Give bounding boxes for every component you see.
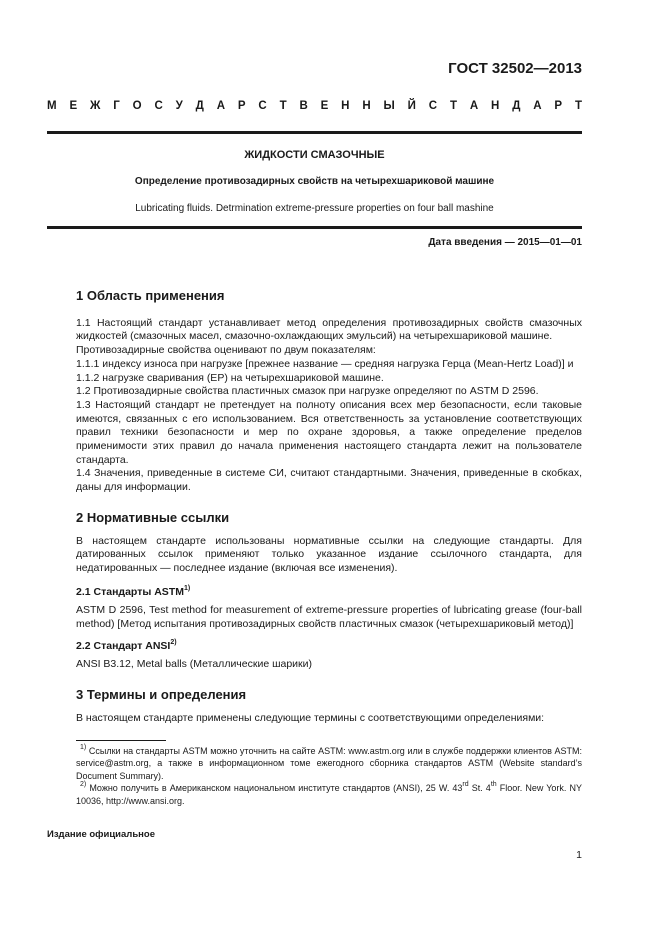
section-1-paragraph: 1.1.1 индексу износа при нагрузке [прежнее название — средняя нагрузка Герца (Mean-Hertz Load)] и — [76, 357, 574, 370]
subsection-2-1-text: ASTM D 2596, Test method for measurement of extreme-pressure properties of lubricating grease (four-ball method) [Метод испытания противозадирных свойств пластичных смазок (четырехшариковый метод)] — [76, 604, 582, 631]
section-1-paragraph: 1.3 Настоящий стандарт не претендует на полноту описания всех мер безопасности, если таковые имеются, связанных с его использованием. Вся ответственность за установление соответствующих правил техники безопасности и мер по охране здоровья, а также определение пределов применимости этих правил до начала применения настоящего стандарта лежит на пользователе стандарта. — [76, 398, 582, 466]
subsection-2-2-heading: 2.2 Стандарт ANSI$^{2)}$ — [76, 638, 177, 652]
document-subtitle-en: Lubricating fluids. Detrmination extreme-pressure properties on four ball mashine — [135, 203, 494, 214]
standard-code: ГОСТ 32502—2013 — [448, 60, 582, 77]
section-1-paragraph: 1.4 Значения, приведенные в системе СИ, считают стандартными. Значения, приведенные в скобках, даны для информации. — [76, 467, 582, 494]
section-3-paragraph: В настоящем стандарте применены следующие термины с соответствующими определениями: — [76, 711, 545, 724]
section-2-heading: 2 Нормативные ссылки — [76, 509, 230, 525]
footnote-1: $^{1)}$ Ссылки на стандарты ASTM можно уточнить на сайте ASTM: www.astm.org или в службе поддержки клиентов ASTM: service@astm.org, а также в информационном томе ежегодного сборника стандартов ASTM (Website standard’s Document Summary). — [76, 744, 582, 781]
header-rule — [47, 131, 582, 134]
interstate-standard-label: М Е Ж Г О С У Д А Р С Т В Е Н Н Ы Й С Т А Н Д А Р Т — [47, 100, 582, 112]
section-1-heading: 1 Область применения — [76, 288, 225, 303]
subsection-2-2-text: ANSI B3.12, Metal balls (Металлические шарики) — [76, 658, 313, 671]
section-1-paragraph: Противозадирные свойства оценивают по двум показателям: — [76, 344, 376, 357]
title-rule — [47, 226, 582, 229]
subsection-2-1-heading: 2.1 Стандарты ASTM$^{1)}$ — [76, 584, 191, 598]
section-3-heading: 3 Термины и определения — [76, 687, 247, 703]
section-2-paragraph: В настоящем стандарте использованы нормативные ссылки на следующие стандарты. Для датированных ссылок применяют только указанное издание ссылочного стандарта, для недатированных — последнее издание (включая все изменения). — [76, 534, 582, 574]
document-title: ЖИДКОСТИ СМАЗОЧНЫЕ — [244, 149, 385, 161]
effective-date: Дата введения — 2015—01—01 — [428, 237, 582, 248]
footnotes — [76, 745, 582, 807]
section-1-paragraph: 1.1.2 нагрузке сваривания (EP) на четырехшариковой машине. — [76, 371, 384, 384]
page-number: 1 — [576, 849, 582, 861]
main-content — [76, 289, 582, 726]
section-1-paragraph: 1.1 Настоящий стандарт устанавливает метод определения противозадирных свойств смазочных жидкостей (смазочных масел, смазочно-охлаждающих эмульсий) на четырехшариковой машине. — [76, 316, 582, 343]
section-1-paragraph: 1.2 Противозадирные свойства пластичных смазок при нагрузке определяют по ASTM D 2596. — [76, 385, 539, 398]
footnote-rule — [76, 740, 166, 741]
footnote-2: $^{2)}$ Можно получить в Американском национальном институте стандартов (ANSI), 25 W. 43rd St. 4th Floor. New York. NY 10036, http://www.ansi.org. — [76, 781, 582, 806]
official-edition-label: Издание официальное — [47, 829, 155, 840]
document-subtitle-ru: Определение противозадирных свойств на четырехшариковой машине — [134, 176, 495, 187]
